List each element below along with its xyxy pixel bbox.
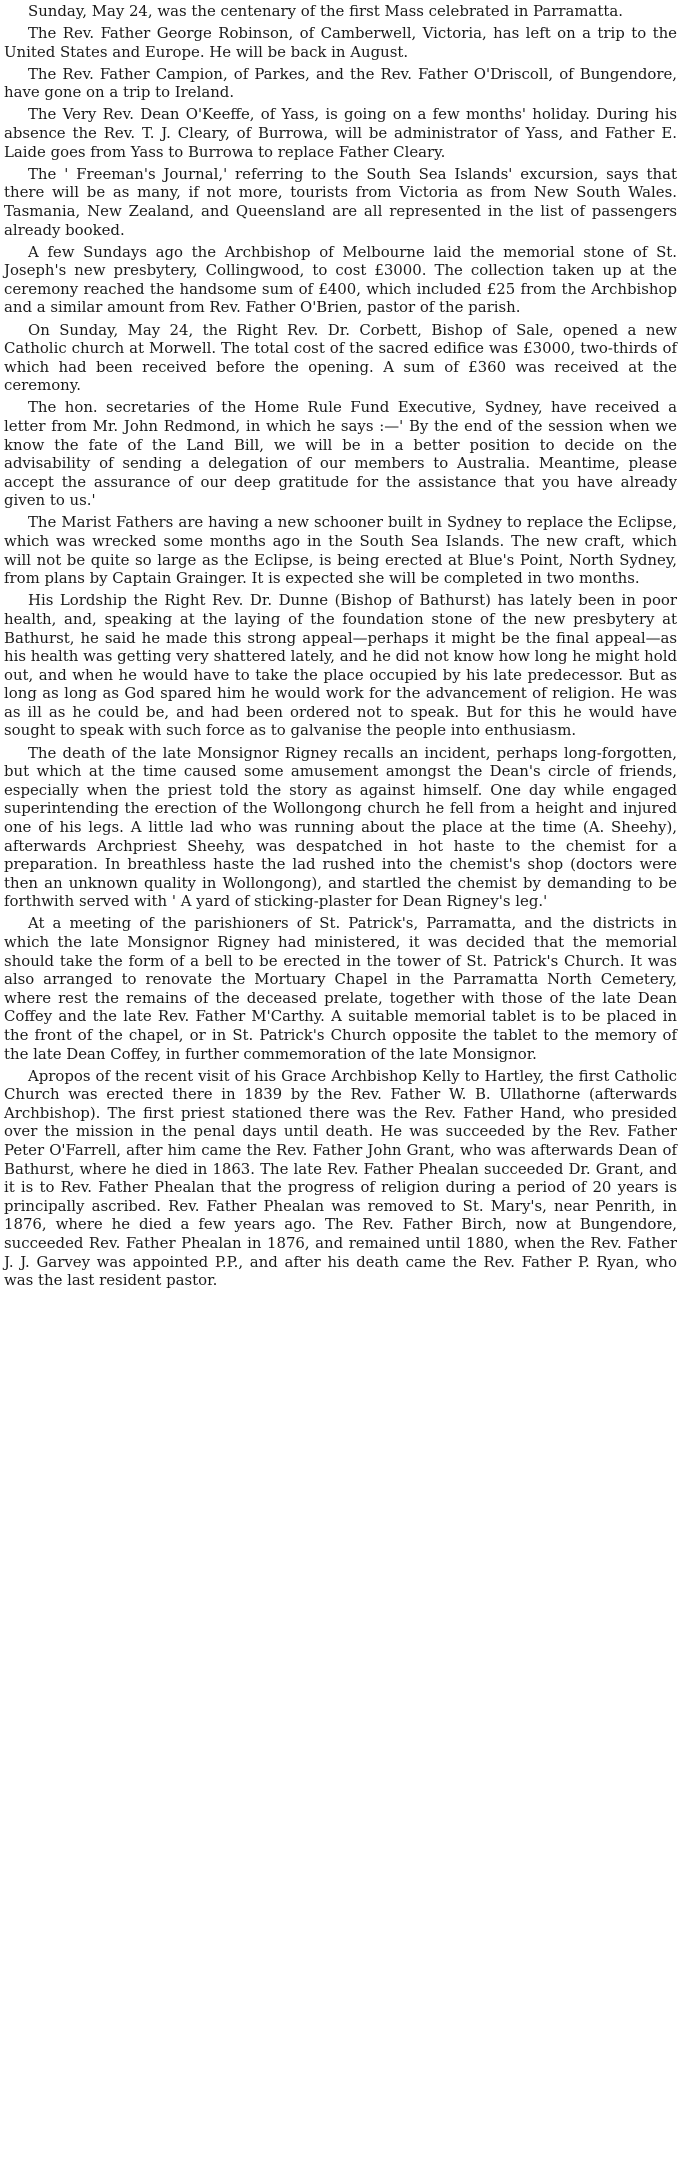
news-paragraph: Sunday, May 24, was the centenary of the first Mass celebrated in Parramatta. (28, 2, 623, 20)
news-paragraph: Apropos of the recent visit of his Grace Archbishop Kelly to Hartley, the first Catholic Church was erected there in 1839 by the Rev. Father W. B. Ullathorne (afterwards Archbishop). The first priest stationed there was the Rev. Father Hand, who presided over the mission in the penal days until death. He was succeeded by the Rev. Father Peter O'Farrell, after him came the Rev. Father John Grant, who was afterwards Dean of Bathurst, where he died in 1863. The late Rev. Father Phealan succeeded Dr. Grant, and it is to Rev. Father Phealan that the progress of religion during a period of 20 years is principally ascribed. Rev. Father Phealan was removed to St. Mary's, near Penrith, in 1876, where he died a few years ago. The Rev. Father Birch, now at Bungendore, succeeded Rev. Father Phealan in 1876, and remained until 1880, when the Rev. Father J. J. Garvey was appointed P.P., and after his death came the Rev. Father P. Ryan, who was the last resident pastor. (4, 1066, 677, 1290)
news-paragraph: The death of the late Monsignor Rigney recalls an incident, perhaps long-forgotten, but which at the time caused some amusement amongst the Dean's circle of friends, especially when the priest told the story as against himself. One day while engaged superintending the erection of the Wollongong church he fell from a height and injured one of his legs. A little lad who was running about the place at the time (A. Sheehy), afterwards Archpriest Sheehy, was despatched in hot haste to the chemist for a preparation. In breathless haste the lad rushed into the chemist's shop (doctors were then an unknown quality in Wollongong), and startled the chemist by demanding to be forthwith served with ' A yard of sticking-plaster for Dean Rigney's leg.' (4, 743, 677, 911)
news-paragraph: The ' Freeman's Journal,' referring to the South Sea Islands' excursion, says that there will be as many, if not more, tourists from Victoria as from New South Wales. Tasmania, New Zealand, and Queensland are all represented in the list of passengers already booked. (4, 164, 677, 239)
news-paragraph: The hon. secretaries of the Home Rule Fund Executive, Sydney, have received a letter from Mr. John Redmond, in which he says :—' By the end of the session when we know the fate of the Land Bill, we will be in a better position to decide on the advisability of sending a delegation of our members to Australia. Meantime, please accept the assurance of our deep gratitude for the assistance that you have already given to us.' (4, 398, 677, 510)
news-paragraph: The Very Rev. Dean O'Keeffe, of Yass, is going on a few months' holiday. During his absence the Rev. T. J. Cleary, of Burrowa, will be administrator of Yass, and Father E. Laide goes from Yass to Burrowa to replace Father Cleary. (4, 105, 677, 161)
news-paragraph: The Rev. Father Campion, of Parkes, and the Rev. Father O'Driscoll, of Bungendore, have gone on a trip to Ireland. (4, 64, 677, 102)
news-paragraph: At a meeting of the parishioners of St. Patrick's, Parramatta, and the districts in which the late Monsignor Rigney had ministered, it was decided that the memorial should take the form of a bell to be erected in the tower of St. Patrick's Church. It was also arranged to renovate the Mortuary Chapel in the Parramatta North Cemetery, where rest the remains of the deceased prelate, together with those of the late Dean Coffey and the late Rev. Father M'Carthy. A suitable memorial tablet is to be placed in the front of the chapel, or in St. Patrick's Church opposite the tablet to the memory of the late Dean Coffey, in further commemoration of the late Monsignor. (4, 914, 677, 1063)
news-paragraph: The Rev. Father George Robinson, of Camberwell, Victoria, has left on a trip to the United States and Europe. He will be back in August. (4, 24, 677, 61)
news-paragraph: A few Sundays ago the Archbishop of Melbourne laid the memorial stone of St. Joseph's new presbytery, Collingwood, to cost £3000. The collection taken up at the ceremony reached the handsome sum of £400, which included £25 from the Archbishop and a similar amount from Rev. Father O'Brien, pastor of the parish. (4, 242, 677, 317)
news-paragraph: On Sunday, May 24, the Right Rev. Dr. Corbett, Bishop of Sale, opened a new Catholic church at Morwell. The total cost of the sacred edifice was £3000, two-thirds of which had been received before the opening. A sum of £360 was received at the ceremony. (4, 320, 677, 395)
news-paragraph: The Marist Fathers are having a new schooner built in Sydney to replace the Eclipse, which was wrecked some months ago in the South Sea Islands. The new craft, which will not be quite so large as the Eclipse, is being erected at Blue's Point, North Sydney, from plans by Captain Grainger. It is expected she will be completed in two months. (4, 513, 677, 588)
news-paragraph: His Lordship the Right Rev. Dr. Dunne (Bishop of Bathurst) has lately been in poor health, and, speaking at the laying of the foundation stone of the new presbytery at Bathurst, he said he made this strong appeal—perhaps it might be the final appeal—as his health was getting very shattered lately, and he did not know how long he might hold out, and when he would have to take the place occupied by his late predecessor. But as long as long as God spared him he would work for the advancement of religion. He was as ill as he could be, and had been ordered not to speak. But for this he would have sought to speak with such force as to galvanise the people into enthusiasm. (4, 591, 677, 740)
